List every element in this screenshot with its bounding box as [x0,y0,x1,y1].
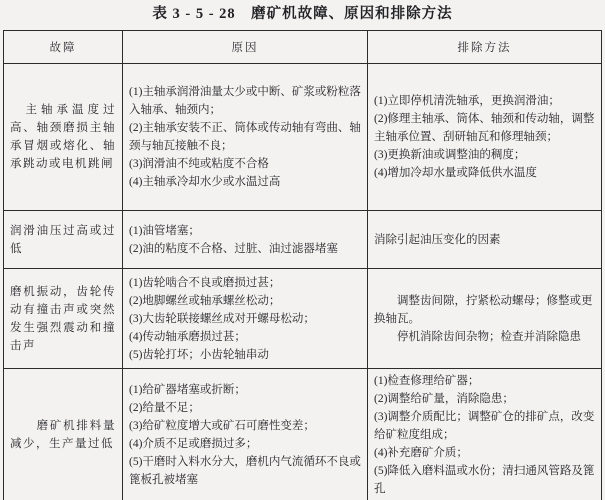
table-row [4,64,602,211]
table-row [4,211,602,269]
header-fault: 故障 [4,31,123,64]
fault-cell [4,269,123,369]
table-row [4,269,602,369]
remedy-cell [368,211,602,269]
cell-paragraph: (1)主轴承润滑油量太少或中断、矿浆或粉粒落入轴承、轴颈内； [129,86,361,116]
remedy-cell [368,369,602,500]
cell-paragraph: (5)降低入磨料温或水份；清扫通风管路及篦孔 [374,464,595,495]
cell-paragraph: (4)补充磨矿介质； [374,446,468,459]
cell-paragraph: (2)主轴承安装不正、筒体或传动轴有弯曲、轴颈与轴瓦接触不良； [129,122,361,152]
table-body [4,64,602,500]
cell-paragraph: (1)齿轮啮合不良或磨损过甚； [129,276,281,289]
fault-cell [4,64,123,211]
header-cause: 原因 [123,31,368,64]
cell-paragraph: 停机消除齿间杂物；检查并消除隐患 [374,330,581,343]
remedy-cell [368,64,602,211]
cell-paragraph: (3)润滑油不纯或粘度不合格 [129,158,269,170]
cell-paragraph: 调整齿间隙，拧紧松动螺母；修整或更换轴瓦。 [374,294,593,325]
fault-cell [4,211,123,269]
cell-paragraph: (1)立即停机清洗轴承，更换润滑油； [374,95,560,107]
cell-paragraph: (2)地脚螺丝或轴承螺丝松动； [129,294,281,307]
cell-paragraph: (4)主轴承冷却水少或水温过高 [129,176,281,188]
table-title: 表 3 - 5 - 28 磨矿机故障、原因和排除方法 [152,6,453,22]
cause-cell [123,64,368,211]
header-row [4,31,602,64]
cell-paragraph: (2)油的粘度不合格、过脏、油过滤器堵塞 [129,242,338,255]
cause-cell [123,369,368,500]
cell-paragraph: (3)给矿粒度增大或矿石可磨性变差； [129,419,315,432]
cell-paragraph: (3)调整介质配比；调整矿仓的排矿点，改变给矿粒度组成； [374,410,595,441]
cell-paragraph: (1)给矿器堵塞或折断； [129,383,246,396]
header-remedy: 排除方法 [368,31,602,64]
cell-paragraph: (4)介质不足或磨损过多； [129,437,258,450]
cause-cell [123,269,368,369]
cell-paragraph: (2)给量不足； [129,401,200,414]
cell-paragraph: (3)更换新油或调整油的稠度； [374,149,526,161]
cell-paragraph: (4)传动轴承磨损过甚； [129,330,246,343]
cell-paragraph: 主轴承温度过高、轴颈磨损主轴承冒烟或熔化、轴承跳动或电机跳闸 [10,104,116,170]
cell-paragraph: 消除引起油压变化的因素 [374,233,501,246]
fault-table [3,30,602,500]
cell-paragraph: (3)大齿轮联接螺丝成对开螺母松动； [129,312,315,325]
cell-paragraph: (4)增加冷却水量或降低供水温度 [374,167,537,179]
cause-cell [123,211,368,269]
cell-paragraph: (2)调整给矿量，消除隐患； [374,392,514,405]
cell-paragraph: (2)修理主轴承、筒体、轴颈和传动轴，调整主轴承位置、刮研轴瓦和修理轴颈； [374,113,595,143]
remedy-cell [368,269,602,369]
cell-paragraph: 润滑油压过高或过低 [10,224,116,255]
cell-paragraph: (1)检查修理给矿器； [374,374,480,387]
cell-paragraph: (5)齿轮打坏；小齿轮轴串动 [129,348,269,361]
cell-paragraph: 磨机振动，齿轮传动有撞击声或突然发生强烈震动和撞击声 [10,285,116,352]
fault-cell [4,369,123,500]
cell-paragraph: (5)干磨时入料水分大，磨机内气流循环不良或篦板孔被堵塞 [129,455,361,486]
cell-paragraph: 磨矿机排料量减少，生产量过低 [10,419,116,450]
cell-paragraph: (1)油管堵塞； [129,224,200,237]
table-row [4,369,602,500]
